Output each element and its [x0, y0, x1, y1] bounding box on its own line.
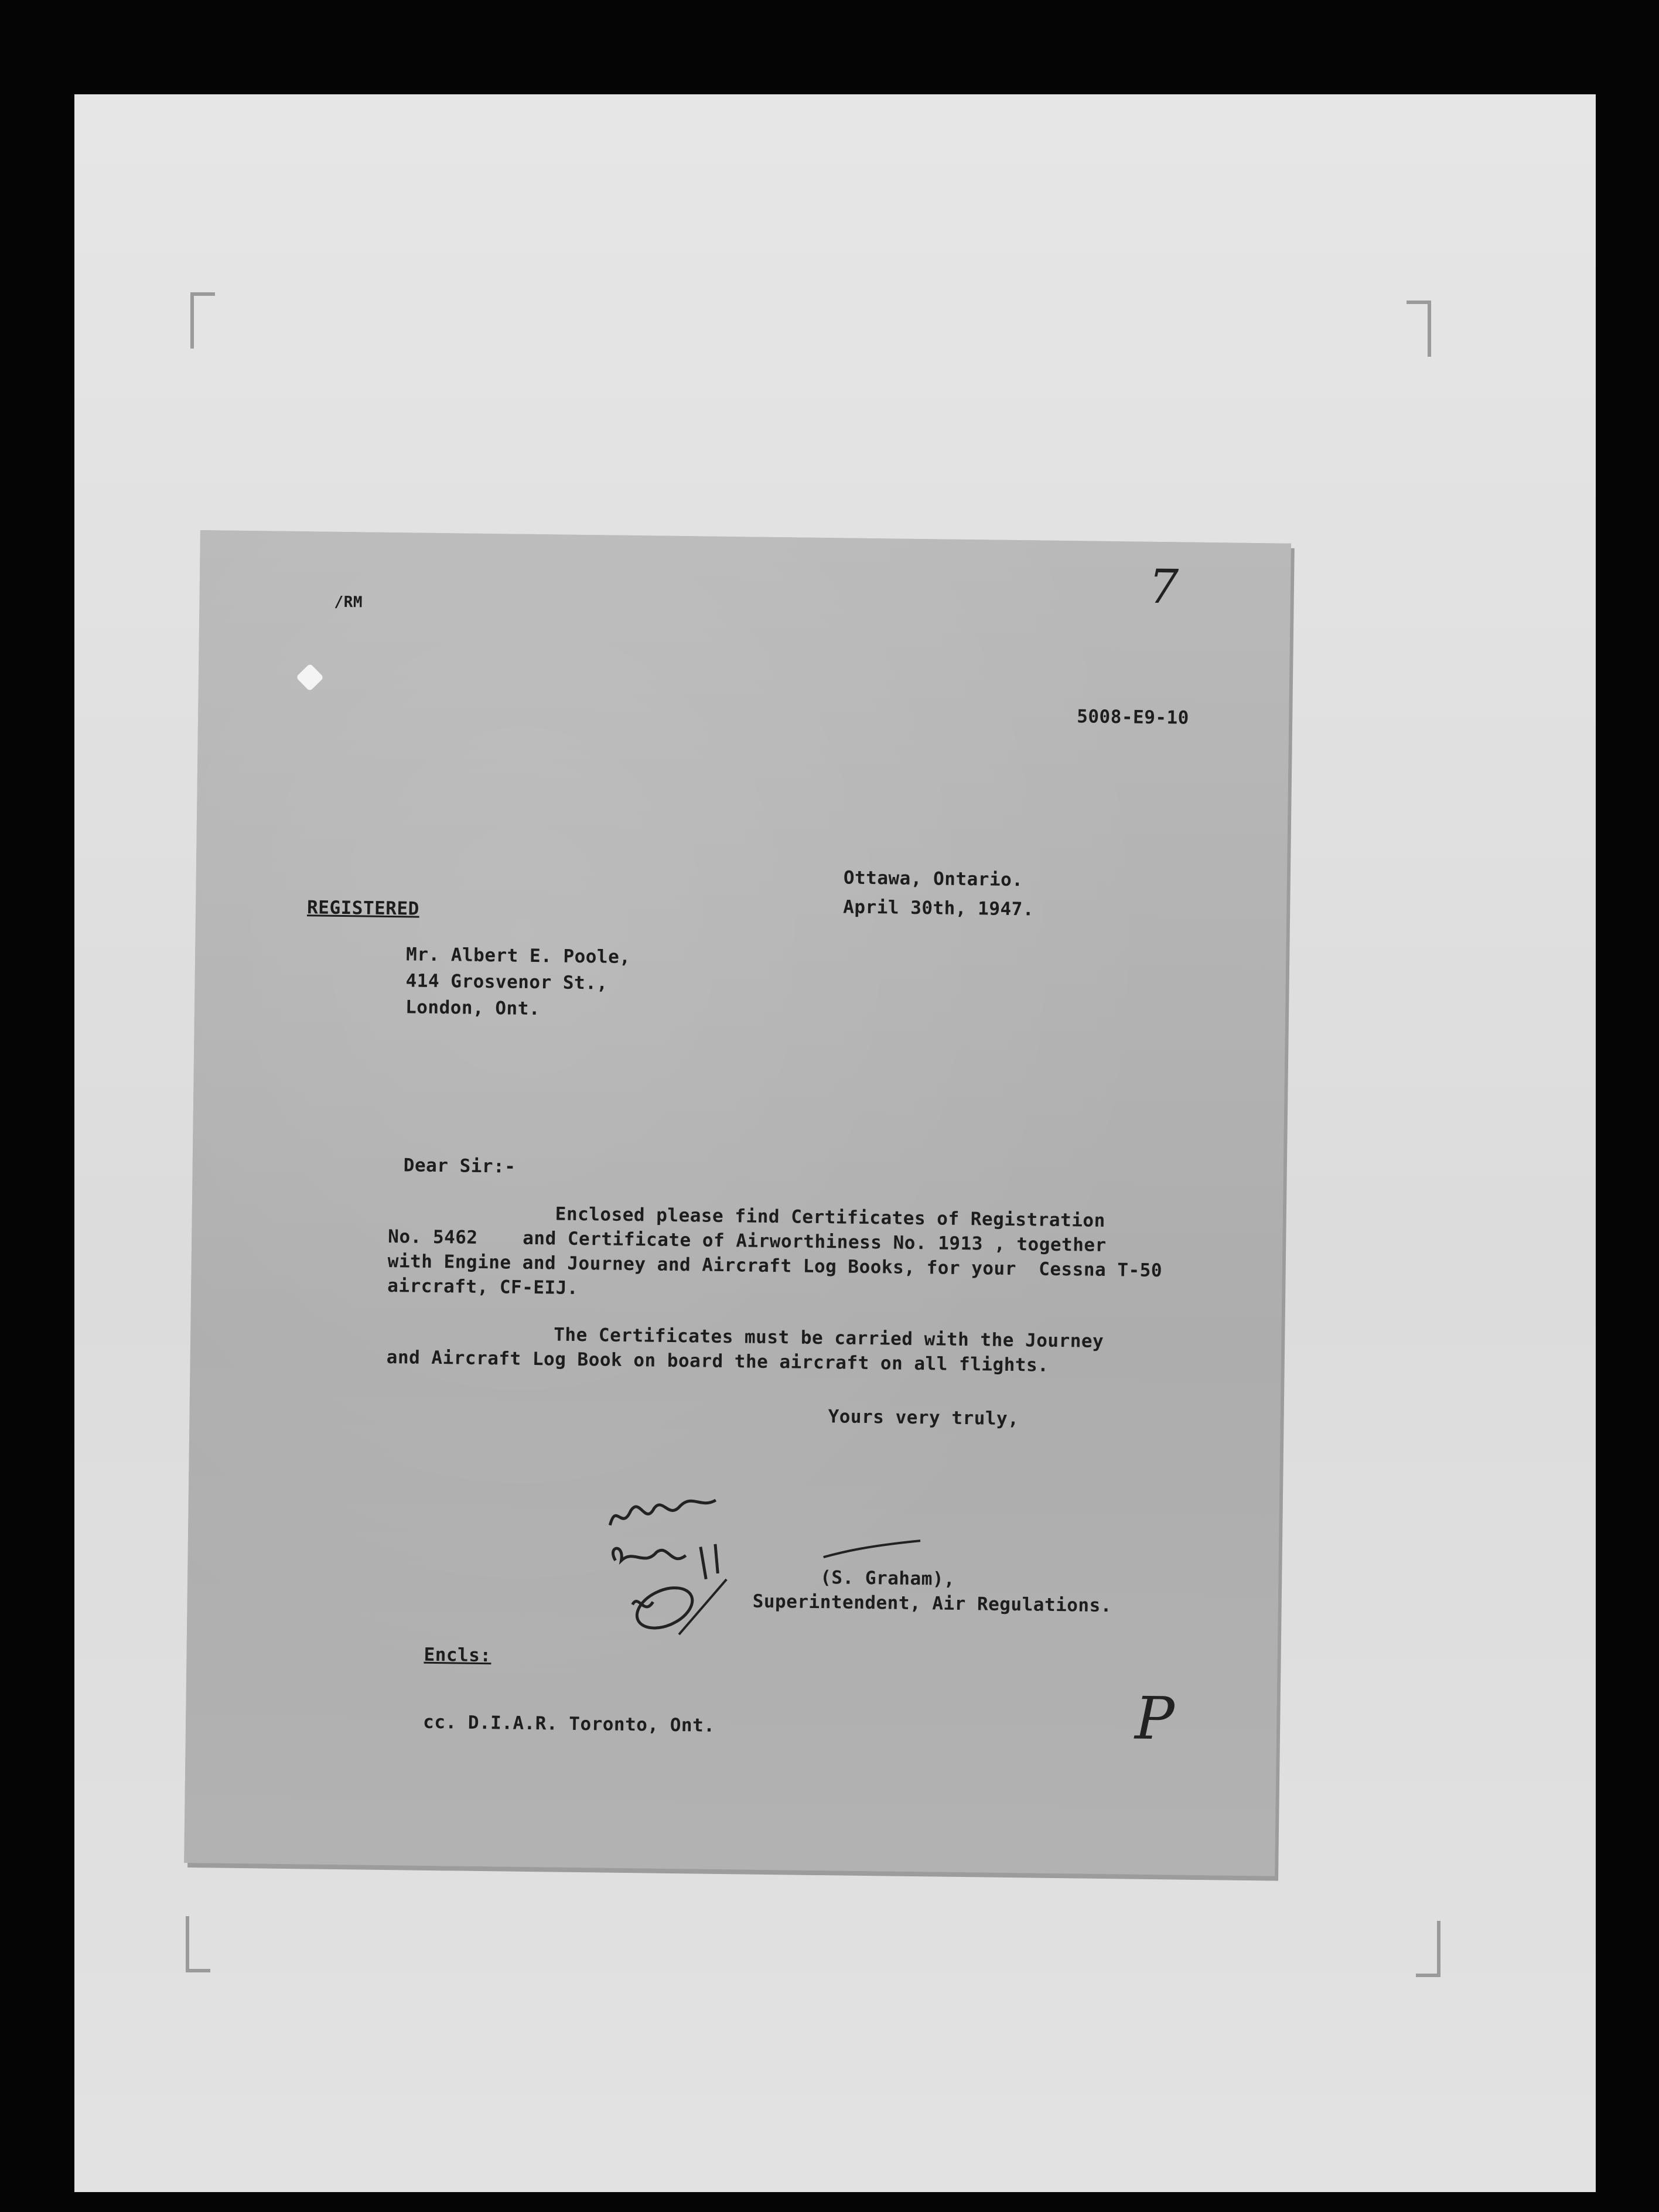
- crop-mark-bottom-left: [186, 1916, 210, 1972]
- airworthiness-text: and Certificate of Airworthiness No.: [523, 1227, 938, 1254]
- log-books-text: with Engine and Journey and Aircraft Log Books, for your: [387, 1251, 1017, 1280]
- handwritten-initials: [597, 1490, 751, 1644]
- cc-line: cc. D.I.A.R. Toronto, Ont.: [422, 1711, 715, 1736]
- aircraft-type: Cessna T-50: [1038, 1258, 1163, 1282]
- paragraph2-line2: and Aircraft Log Book on board the aircraft on all flights.: [386, 1346, 1049, 1376]
- crop-mark-top-right: [1407, 301, 1431, 357]
- paragraph1-line4: [387, 1274, 578, 1300]
- closing: Yours very truly,: [828, 1406, 1019, 1430]
- enclosures-label: Encls:: [424, 1644, 491, 1667]
- addressee-street: 414 Grosvenor St.,: [405, 970, 608, 994]
- signatory-name: (S. Graham),: [820, 1567, 955, 1590]
- addressee-name: Mr. Albert E. Poole,: [405, 944, 631, 968]
- typist-initials: /RM: [334, 593, 363, 612]
- signature-stroke: [821, 1534, 927, 1564]
- letter-page: [184, 530, 1291, 1876]
- salutation: Dear Sir:-: [403, 1155, 516, 1177]
- crop-mark-top-left: [190, 292, 215, 349]
- crop-mark-bottom-right: [1416, 1921, 1440, 1977]
- together-text: , together: [982, 1233, 1107, 1256]
- handwritten-mark: P: [1134, 1684, 1175, 1753]
- addressee-city: London, Ont.: [405, 996, 541, 1020]
- place-line: Ottawa, Ontario.: [843, 867, 1023, 891]
- handwritten-page-number: 7: [1148, 559, 1179, 615]
- file-number: 5008-E9-10: [1077, 706, 1190, 729]
- registration-number: 5462: [432, 1226, 478, 1248]
- airworthiness-number: 1913: [938, 1233, 984, 1255]
- signatory-title: Superintendent, Air Regulations.: [752, 1590, 1112, 1617]
- paragraph1-line1: Enclosed please find Certificates of Registration: [555, 1203, 1105, 1231]
- aircraft-prefix: aircraft,: [387, 1275, 500, 1298]
- paragraph2-line1: The Certificates must be carried with the Journey: [554, 1324, 1104, 1352]
- registration-mark: CF-EIJ.: [499, 1276, 579, 1299]
- date-line: April 30th, 1947.: [843, 896, 1035, 920]
- no-prefix: No.: [388, 1226, 433, 1248]
- punch-hole: [296, 663, 324, 691]
- registered-label: REGISTERED: [306, 897, 419, 920]
